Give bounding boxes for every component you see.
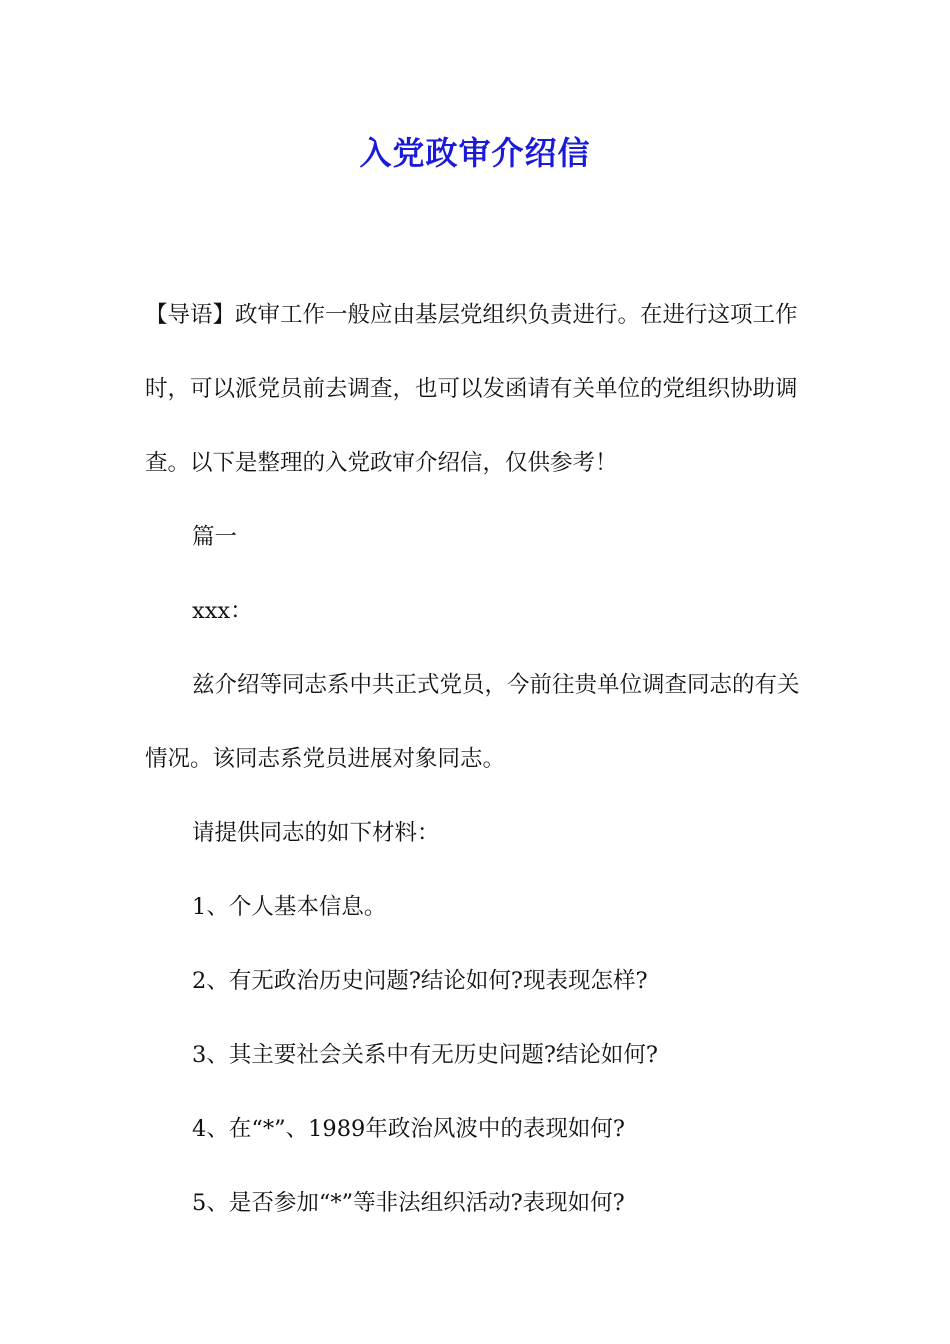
request-paragraph: 请提供同志的如下材料： [192, 820, 440, 846]
document-title: 入党政审介绍信 [359, 134, 591, 172]
body-paragraph: 兹介绍等同志系中共正式党员，今前往贵单位调查同志的有关情况。该同志系党员进展对象同志。 [145, 672, 800, 772]
list-item: 3、其主要社会关系中有无历史问题?结论如何? [192, 1042, 658, 1068]
list-item: 4、在“*”、1989年政治风波中的表现如何? [192, 1116, 625, 1142]
list-item: 5、是否参加“*”等非法组织活动?表现如何? [192, 1190, 625, 1216]
salutation: xxx： [192, 598, 253, 624]
intro-paragraph: 【导语】政审工作一般应由基层党组织负责进行。在进行这项工作时，可以派党员前去调查，也可以发函请有关单位的党组织协助调查。以下是整理的入党政审介绍信，仅供参考！ [145, 302, 798, 476]
list-item: 1、个人基本信息。 [192, 894, 387, 920]
document-body [145, 278, 810, 1240]
list-item: 2、有无政治历史问题?结论如何?现表现怎样? [192, 968, 648, 994]
section-heading: 篇一 [192, 524, 238, 550]
